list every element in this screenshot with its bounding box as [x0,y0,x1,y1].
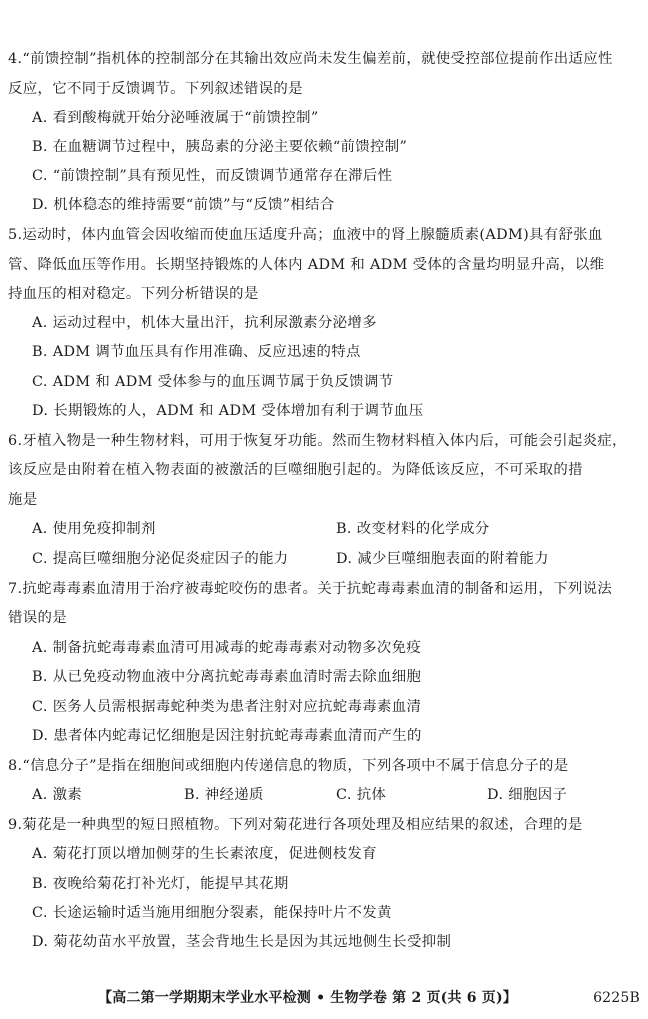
question-stem-line: 管、降低血压等作用。长期坚持锻炼的人体内 ADM 和 ADM 受体的含量均明显升高，以维 [8,257,605,273]
answer-option-c: C. 长途运输时适当施用细胞分裂素，能保持叶片不发黄 [32,905,392,921]
answer-option-d: D. 减少巨噬细胞表面的附着能力 [336,551,549,567]
answer-option-b: B. 从已免疫动物血液中分离抗蛇毒毒素血清时需去除血细胞 [32,669,422,685]
question-stem-line: 7.抗蛇毒毒素血清用于治疗被毒蛇咬伤的患者。关于抗蛇毒毒素血清的制备和运用，下列说法 [8,581,613,597]
question-stem-line: 9.菊花是一种典型的短日照植物。下列对菊花进行各项处理及相应结果的叙述，合理的是 [8,817,583,833]
answer-option-c: C. ADM 和 ADM 受体参与的血压调节属于负反馈调节 [32,374,394,390]
answer-option-a: A. 菊花打顶以增加侧芽的生长素浓度，促进侧枝发育 [32,846,377,862]
question-stem-line: 该反应是由附着在植入物表面的被激活的巨噬细胞引起的。为降低该反应，不可采取的措 [8,462,583,478]
answer-option-d: D. 患者体内蛇毒记忆细胞是因注射抗蛇毒毒素血清而产生的 [32,728,422,744]
answer-option-b: B. 在血糖调节过程中，胰岛素的分泌主要依赖“前馈控制” [32,139,408,155]
footer-title: 【高二第一学期期末学业水平检测 • 生物学卷 第 2 页(共 6 页)】 [98,990,517,1006]
answer-option-a: A. 激素 [32,787,83,803]
answer-option-c: C. 提高巨噬细胞分泌促炎症因子的能力 [32,551,289,567]
question-stem-line: 反应，它不同于反馈调节。下列叙述错误的是 [8,81,303,97]
answer-option-a: A. 制备抗蛇毒毒素血清可用减毒的蛇毒毒素对动物多次免疫 [32,640,422,656]
question-stem-line: 施是 [8,492,38,508]
question-stem-line: 8.“信息分子”是指在细胞间或细胞内传递信息的物质，下列各项中不属于信息分子的是 [8,758,569,774]
answer-option-a: A. 运动过程中，机体大量出汗，抗利尿激素分泌增多 [32,315,377,331]
answer-option-c: C. 抗体 [336,787,387,803]
footer-paper-code: 6225B [593,990,640,1006]
answer-option-b: B. 神经递质 [184,787,264,803]
question-stem-line: 5.运动时，体内血管会因收缩而使血压适度升高；血液中的肾上腺髓质素(ADM)具有舒张血 [8,227,603,243]
answer-option-d: D. 菊花幼苗水平放置，茎会背地生长是因为其远地侧生长受抑制 [32,934,452,950]
question-stem-line: 持血压的相对稳定。下列分析错误的是 [8,286,259,302]
answer-option-a: A. 使用免疫抑制剂 [32,521,156,537]
answer-option-c: C. “前馈控制”具有预见性，而反馈调节通常存在滞后性 [32,168,393,184]
page-footer [0,986,648,1010]
answer-option-d: D. 细胞因子 [487,787,568,803]
answer-option-d: D. 机体稳态的维持需要“前馈”与“反馈”相结合 [32,197,335,213]
answer-option-c: C. 医务人员需根据毒蛇种类为患者注射对应抗蛇毒毒素血清 [32,699,422,715]
question-stem-line: 错误的是 [8,610,67,626]
answer-option-b: B. 夜晚给菊花打补光灯，能提早其花期 [32,876,289,892]
question-stem-line: 6.牙植入物是一种生物材料，可用于恢复牙功能。然而生物材料植入体内后，可能会引起炎症， [8,433,627,449]
question-stem-line: 4.“前馈控制”指机体的控制部分在其输出效应尚未发生偏差前，就使受控部位提前作出适应性 [8,51,613,67]
answer-option-b: B. ADM 调节血压具有作用准确、反应迅速的特点 [32,344,361,360]
answer-option-a: A. 看到酸梅就开始分泌唾液属于“前馈控制” [32,110,319,126]
answer-option-b: B. 改变材料的化学成分 [336,521,490,537]
answer-option-d: D. 长期锻炼的人，ADM 和 ADM 受体增加有利于调节血压 [32,403,424,419]
